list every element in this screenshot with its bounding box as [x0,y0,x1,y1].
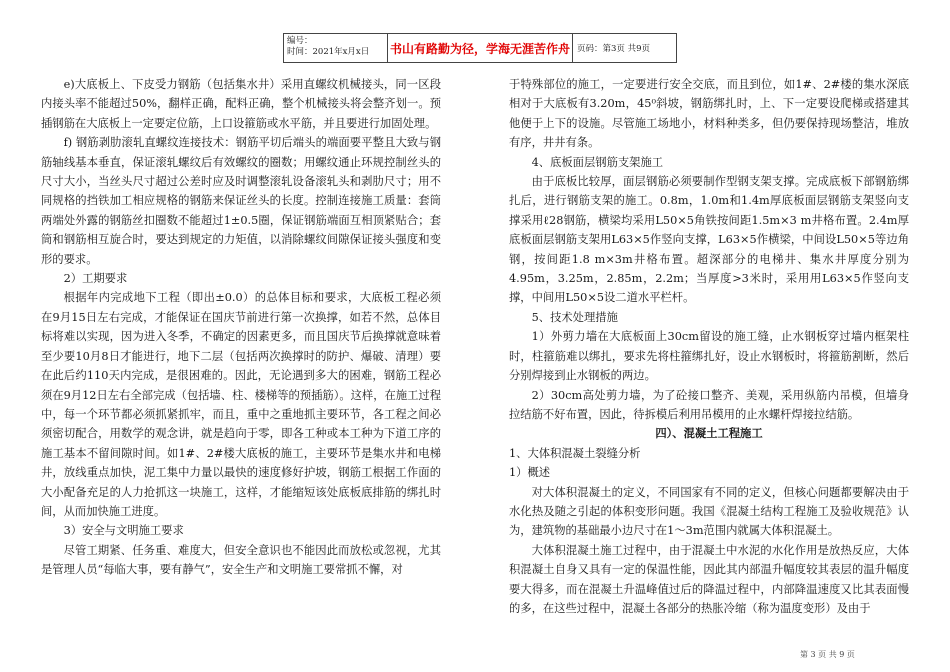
paragraph: e)大底板上、下皮受力钢筋（包括集水井）采用直螺纹机械接头，同一区段内接头率不能超过50%，翻样正确，配料正确，整个机械接头将会整齐划一。预插钢筋在大底板上一定要定位筋，上口设箍筋或水平筋，并且要进行加固处理。 [41,78,441,130]
paragraph: 4、底板面层钢筋支架施工 [531,155,664,169]
paragraph: 根据年内完成地下工程（即出±0.0）的总体目标和要求，大底板工程必须在9月15日左右完成，才能保证在国庆节前进行第一次换撑，如若不然，总体目标将难以实现，因为进入冬季，不确定的因素更多，而且国庆节后换撑就意味着至少要10月8日才能进行，地下二层（包括两次换撑时的防护、爆破、清理）要在此后约110天内完成，是很困难的。因此，无论遇到多大的困难，钢筋工程必须在9月12日左右全部完成（包括墙、柱、楼梯等的预插筋）。这样，在施工过程中，每一个环节都必须抓紧抓牢，而且，重中之重地抓主要环节，各工程之间必须密切配合，用数学的观念讲，就是趋向于零，即各工种或本工种为下道工序的施工基本不留间隙时间。如1#、2#楼大底板的施工，主要环节是集水井和电梯井，放线重点加快，泥工集中力量以最快的速度修好护坡，钢筋工根据工作面的大小配备充足的人力抢抓这一块施工，这样，才能缩短该处底板底排筋的绑扎时间，从而加快施工进度。 [41,291,442,518]
paragraph: 3）安全与文明施工要求 [63,524,184,538]
header-time-label: 时间：2021年x月x日 [287,47,370,57]
paragraph: f) 钢筋剥肋滚轧直螺纹连接技术：钢筋平切后端头的端面要平整且大致与钢筋轴线基本垂直，保证滚轧螺纹后有效螺纹的圈数；用螺纹通止环规控制丝头的尺寸大小，当丝头尺寸超过公差时应及时调整滚轧设备滚轧头和剥肋尺寸；用不同规格的挡铁加工相应规格的钢筋来保证丝头的长度。控制连接施工质量：套筒两端处外露的钢筋丝扣圈数不能超过1±0.5圈，保证钢筋端面互相顶紧贴合；套筒和钢筋相互旋合时，要达到规定的力矩值，以消除螺纹间隙保证接头强度和变形的要求。 [41,136,441,266]
header-motto: 书山有路勤为径，学海无涯苦作舟 [388,34,573,62]
paragraph: 2）30cm高处剪力墙，为了砼接口整齐、美观，采用纵筋内吊模，但墙身拉结筋不好布置，因此，待拆模后利用吊模用的止水螺杆焊接拉结筋。 [509,388,909,421]
paragraph: 由于底板比较厚，面层钢筋必须要制作型钢支架支撑。完成底板下部钢筋绑扎后，进行钢筋支架的施工。0.8m，1.0m和1.4m厚底板面层钢筋支架竖向支撑采用ℓ28钢筋，横梁均采用L50×5角铁按间距1.5m×3 m井格布置。2.4m厚底板面层钢筋支架用L63×5作竖向支撑，L63×5作横梁，中间设L50×5等边角钢，按间距1.8 m×3m井格布置。超深部分的电梯井、集水井厚度分别为4.95m，3.25m，2.85m，2.2m；当厚度>3米时，采用用L63×5作竖向支撑，中间用L50×5设二道水平栏杆。 [509,175,909,305]
paragraph: 2）工期要求 [63,272,128,286]
page-footer: 第 3 页 共 9 页 [800,650,855,659]
header-meta [284,34,388,62]
paragraph: 大体积混凝土施工过程中，由于混凝土中水泥的水化作用是放热反应，大体积混凝土自身又具有一定的保温性能，因此其内部温升幅度较其表层的温升幅度要大得多，而在混凝土升温峰值过后的降温过程中，内部降温速度又比其表面慢的多，在这些过程中，混凝土各部分的热胀冷缩（称为温度变形）及由于 [509,543,909,615]
paragraph: 5、技术处理措施 [531,310,618,324]
header-number-label: 编号： [287,36,313,46]
paragraph: 于特殊部位的施工，一定要进行安全交底，而且到位，如1#、2#楼的集水深底相对于大底板有3.20m，45⁰斜坡，钢筋绑扎时，上、下一定要设爬梯或搭建其他便于上下的设施。尽管施工场地小，材料种类多，但仍要保持现场整洁，堆放有序，井井有条。 [509,78,909,150]
paragraph: 1）概述 [509,466,551,480]
paragraph: 四）、混凝土工程施工 [655,426,763,441]
right-column [509,75,909,618]
page-header [283,33,677,63]
left-column [41,75,441,580]
paragraph: 1、大体积混凝土裂缝分析 [509,446,641,460]
paragraph: 尽管工期紧、任务重、难度大，但安全意识也不能因此而放松或忽视，尤其是管理人员“每临大事，要有静气”，安全生产和文明施工要常抓不懈，对 [41,543,441,577]
header-page-info: 页码：第3页 共9页 [577,44,651,54]
paragraph: 1）外剪力墙在大底板面上30cm留设的施工缝，止水钢板穿过墙内框架柱时，柱箍筋难以绑扎，要求先将柱箍绑扎好，设止水钢板时，将箍筋割断，然后分别焊接到止水钢板的两边。 [509,330,909,383]
paragraph: 对大体积混凝土的定义，不同国家有不同的定义，但核心问题都要解决由于水化热及随之引起的体积变形问题。我国《混凝土结构工程施工及验收规范》认为，建筑物的基础最小边尺寸在1～3m范围内就属大体积混凝土。 [509,485,909,538]
